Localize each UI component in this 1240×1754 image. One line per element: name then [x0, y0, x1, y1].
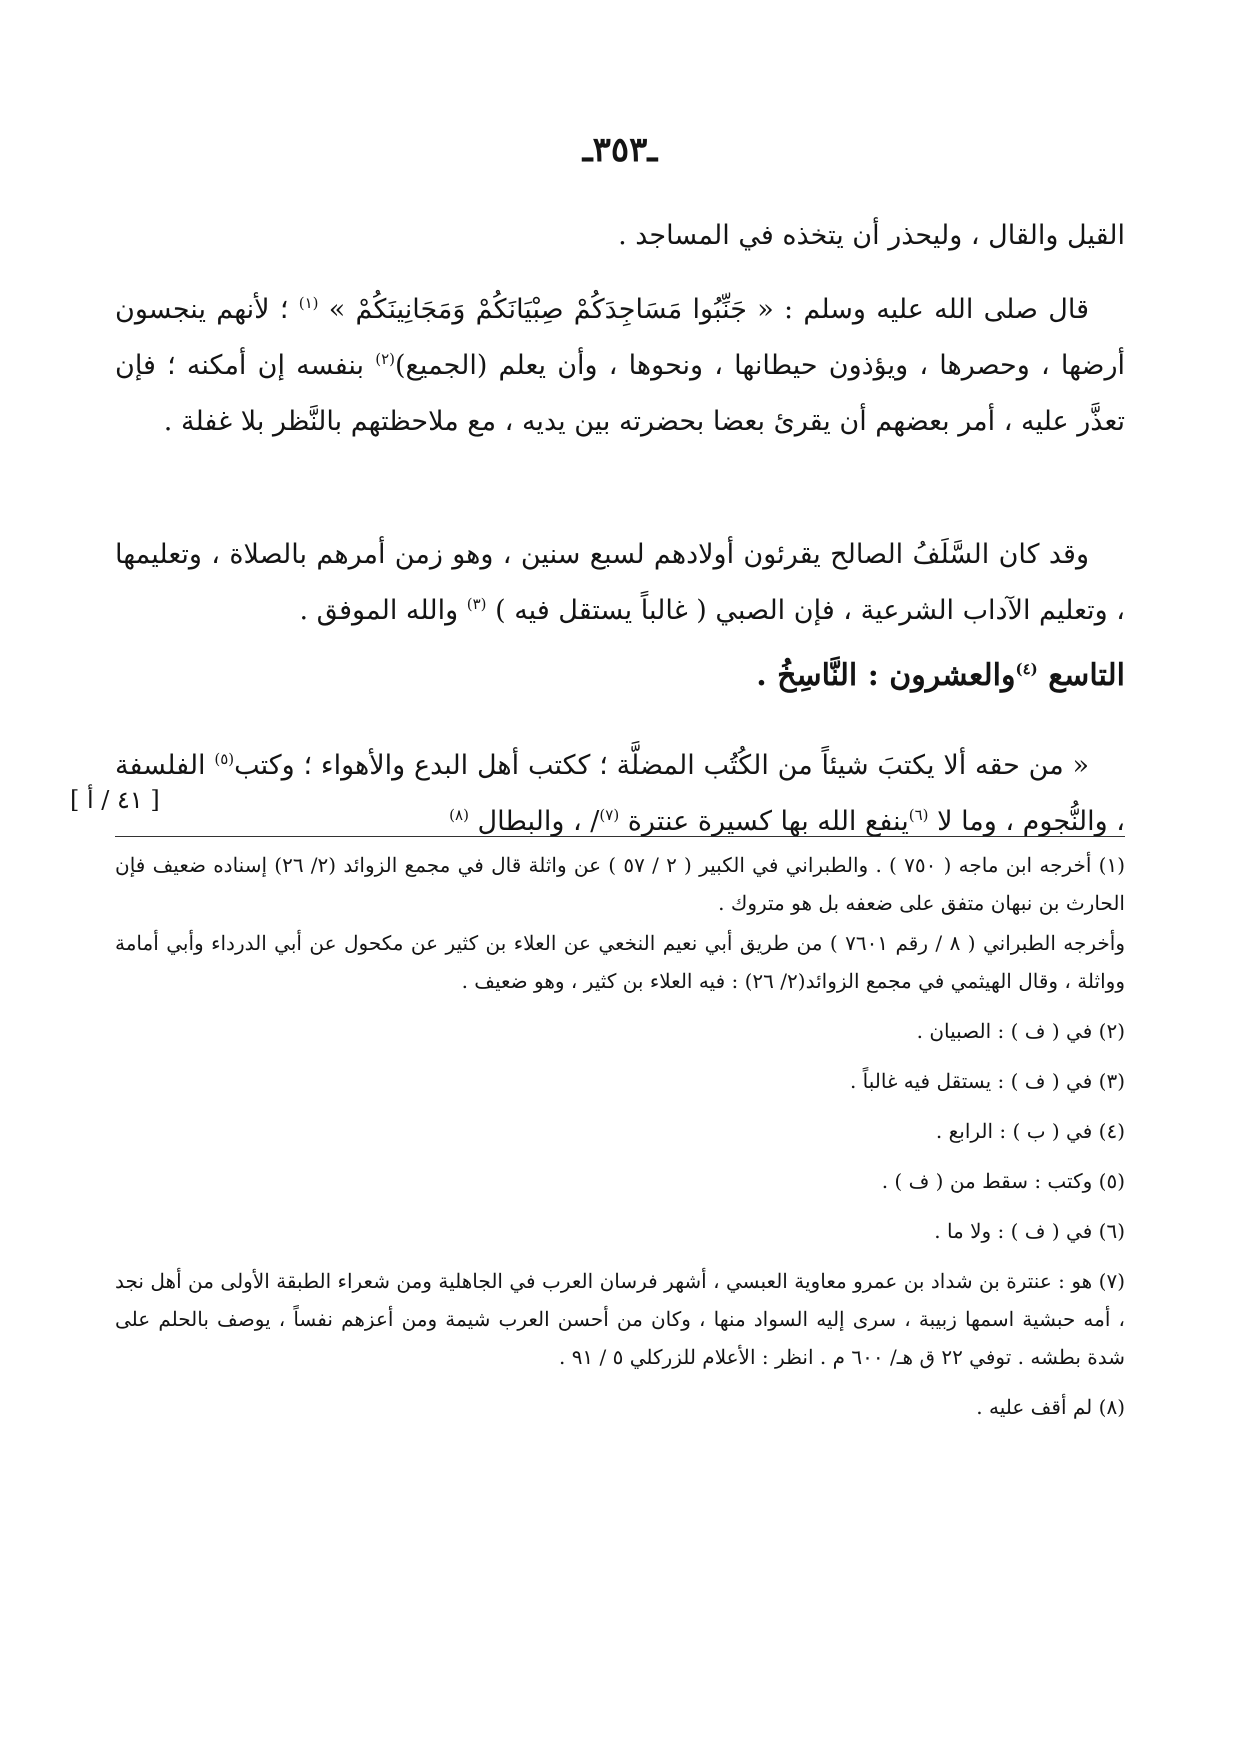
footnote-ref-1[interactable]: (١)	[298, 294, 319, 312]
footnote-1	[115, 846, 1125, 1000]
footnote-2: (٢) في ( ف ) : الصبيان .	[916, 1019, 1125, 1043]
footnote-ref-4[interactable]: (٤)	[1015, 660, 1038, 678]
footnote-ref-2[interactable]: (٢)	[375, 350, 396, 368]
footnote-ref-6[interactable]: (٦)	[908, 806, 929, 824]
footnote-1-text: (١) أخرجه ابن ماجه ( ٧٥٠ ) . والطبراني في الكبير ( ٢ / ٥٧ ) عن واثلة قال في مجمع الزوائد (٢/ ٢٦) إسناده ضعيف فإن الحارث بن نبهان متفق على ضعفه بل هو متروك .	[115, 853, 1125, 915]
paragraph-3-text-a: وقد كان السَّلَفُ الصالح يقرئون أولادهم لسبع سنين ، وهو زمن أمرهم بالصلاة ، وتعليمها ، وتعليم الآداب الشرعية ، فإن الصبي ( غالباً يستقل فيه )	[115, 539, 1125, 626]
paragraph-3-text-b: والله الموفق .	[299, 595, 459, 626]
paragraph-1: القيل والقال ، وليحذر أن يتخذه في المساجد .	[618, 220, 1125, 251]
paragraph-2	[115, 282, 1125, 450]
section-heading	[115, 658, 1125, 693]
footnote-divider	[115, 836, 1125, 837]
paragraph-2-text-a: قال صلى الله عليه وسلم : « جَنِّبُوا مَسَاجِدَكُمْ صِبْيَانَكُمْ وَمَجَانِينَكُمْ »	[328, 294, 1089, 325]
paragraph-4-text-d: / ، والبطال	[477, 806, 600, 837]
paragraph-4-text-b: الفلسفة ، والنُّجوم ، وما لا	[115, 750, 1125, 837]
paragraph-2-text-b: ؛ لأنهم ينجسون أرضها ، وحصرها ، ويؤذون حيطانها ، ونحوها ، وأن يعلم (الجميع)	[115, 294, 1125, 381]
footnote-4: (٤) في ( ب ) : الرابع .	[935, 1119, 1125, 1143]
footnote-8: (٨) لم أقف عليه .	[976, 1395, 1125, 1419]
footnote-ref-8[interactable]: (٨)	[449, 806, 469, 824]
paragraph-2-text-c: بنفسه إن أمكنه ؛ فإن تعذَّر عليه ، أمر بعضهم أن يقرئ بعضا بحضرته بين يديه ، مع ملاحظتهم بالنَّظر بلا غفلة .	[115, 350, 1125, 437]
footnote-1-continuation: وأخرجه الطبراني ( ٨ / رقم ٧٦٠١ ) من طريق أبي نعيم النخعي عن العلاء بن كثير عن مكحول عن أبي الدرداء وأبي أمامة وواثلة ، وقال الهيثمي في مجمع الزوائد(٢/ ٢٦) : فيه العلاء بن كثير ، وهو ضعيف .	[115, 931, 1126, 993]
footnote-ref-7[interactable]: (٧)	[599, 806, 620, 824]
footnote-7: (٧) هو : عنترة بن شداد بن عمرو معاوية العبسي ، أشهر فرسان العرب في الجاهلية ومن شعراء الطبقة الأولى من أهل نجد ، أمه حبشية اسمها زبيبة ، سرى إليه السواد منها ، وكان من أحسن العرب شيمة ومن أعزهم نفساً ، يوصف بالحلم على شدة بطشه . توفي ٢٢ ق هـ/ ٦٠٠ م . انظر : الأعلام للزركلي ٥ / ٩١ .	[115, 1269, 1125, 1369]
footnote-ref-3[interactable]: (٣)	[466, 595, 487, 613]
paragraph-4-text-a: « من حقه ألا يكتبَ شيئاً من الكُتُب المضلَّة ؛ ككتب أهل البدع والأهواء ؛ وكتب	[234, 750, 1089, 781]
heading-text-b: والعشرون : النَّاسِخُ .	[756, 658, 1016, 693]
paragraph-3	[115, 527, 1125, 639]
footnotes-section	[115, 846, 1125, 1438]
heading-text-a: التاسع	[1048, 658, 1125, 693]
paragraph-4	[115, 738, 1125, 850]
footnote-5: (٥) وكتب : سقط من ( ف ) .	[881, 1169, 1125, 1193]
footnote-ref-5[interactable]: (٥)	[214, 750, 235, 768]
page-number: ـ٣٥٣ـ	[582, 130, 658, 170]
footnote-3: (٣) في ( ف ) : يستقل فيه غالباً .	[849, 1069, 1125, 1093]
manuscript-folio-marker: [ ٤١ / أ ]	[70, 786, 160, 814]
footnote-6: (٦) في ( ف ) : ولا ما .	[934, 1219, 1125, 1243]
paragraph-4-text-c: ينفع الله بها كسيرة عنترة	[627, 806, 909, 837]
